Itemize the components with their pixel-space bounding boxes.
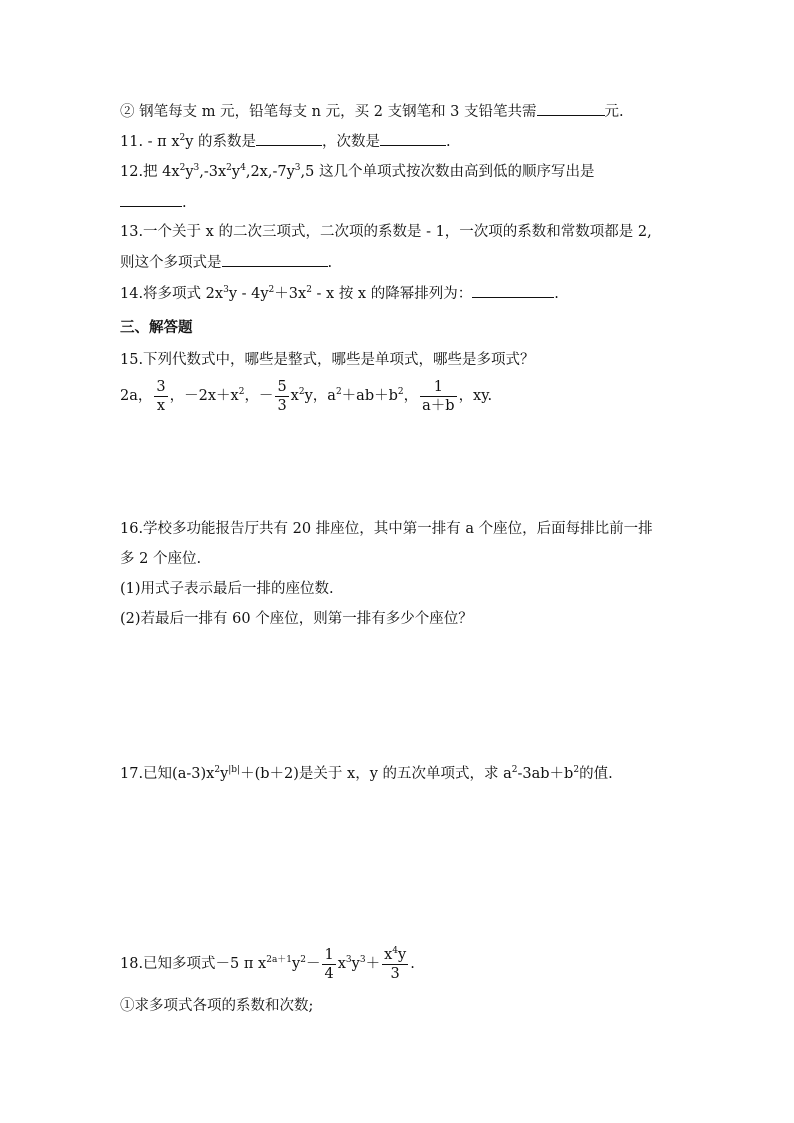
question-10-part-2: ② 钢笔每支 m 元，铅笔每支 n 元，买 2 支钢笔和 3 支铅笔共需 元.	[120, 101, 624, 122]
section-heading: 三、解答题	[120, 319, 193, 336]
answer-blank[interactable]	[120, 192, 182, 207]
fraction: $\frac{5}{3}$	[277, 378, 287, 414]
question-16-line-2: 多 2 个座位.	[120, 551, 202, 567]
question-13-line-2: 则这个多项式是 .	[120, 252, 332, 273]
question-15: 15.下列代数式中，哪些是整式，哪些是单项式，哪些是多项式？	[120, 352, 535, 368]
fraction: $\frac{1}{4}$	[324, 946, 334, 982]
fraction: $\frac{1}{a+b}$	[422, 378, 455, 414]
question-17: 17.已知$(a-3)x^2y^{|b|}+(b+2)$是关于 x，y 的五次单项式，求 $a^2-3ab+b^2$的值.	[120, 765, 613, 782]
answer-blank[interactable]	[256, 131, 322, 146]
question-15-expressions: 2a， $\frac{3}{x}$ ，$-2x+x^2$，－ $\frac{5}{3}$ $x^2y$，$a^2+ab+b^2$， $\frac{1}{a+b}$ ，xy.	[120, 378, 493, 414]
question-18-part-1: ①求多项式各项的系数和次数;	[120, 998, 314, 1014]
question-13: 13.一个关于 x 的二次三项式，二次项的系数是 - 1，一次项的系数和常数项都是 2,	[120, 224, 652, 240]
answer-blank[interactable]	[472, 283, 554, 298]
fraction: $\frac{3}{x}$	[156, 378, 166, 414]
question-14: 14.将多项式 $2x^3y - 4y^2+3x^2 - x$ 按 x 的降幂排列为： .	[120, 285, 559, 302]
answer-blank[interactable]	[380, 131, 446, 146]
fraction: $\frac{x^4y}{3}$	[384, 945, 407, 982]
question-16-part-2: (2)若最后一排有 60 个座位，则第一排有多少个座位？	[120, 611, 473, 627]
question-16: 16.学校多功能报告厅共有 20 排座位，其中第一排有 a 个座位，后面每排比前一排	[120, 521, 653, 537]
question-12: 12.把 $4x^2y^3,-3x^2y^4,2x,-7y^3,5$ 这几个单项式按次数由高到低的顺序写出是	[120, 163, 595, 180]
question-18: 18.已知多项式－5 π $x^{2a+1}y^2-$ $\frac{1}{4}$ $x^3y^3+$ $\frac{x^4y}{3}$ .	[120, 945, 415, 982]
question-11: 11. - π $x^2y$ 的系数是 ，次数是 .	[120, 133, 451, 150]
question-12-answer-line: .	[120, 192, 187, 213]
answer-blank[interactable]	[537, 101, 605, 116]
question-16-part-1: (1)用式子表示最后一排的座位数.	[120, 581, 334, 597]
answer-blank[interactable]	[222, 252, 328, 267]
